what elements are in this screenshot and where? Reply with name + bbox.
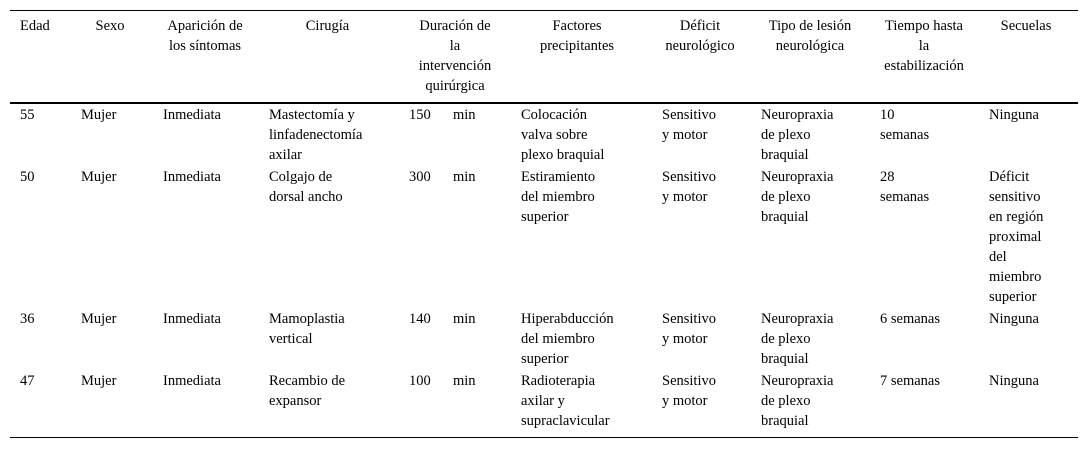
cell-line: miembro [989, 269, 1042, 285]
header-secuelas: Secuelas [1000, 18, 1052, 34]
cell-sexo: Mujer [81, 311, 117, 327]
cell-duracion-unidad: min [453, 311, 476, 327]
cell-line: Sensitivo [662, 107, 716, 123]
cell-tiempo [880, 309, 940, 329]
cell-line: braquial [761, 351, 809, 367]
cell-line: Mastectomía y [269, 107, 355, 123]
cell-line: Sensitivo [662, 169, 716, 185]
cell-cirugia [269, 105, 362, 165]
table-top-rule [10, 10, 1078, 11]
cell-line: superior [989, 289, 1037, 305]
header-line: Factores [552, 18, 602, 34]
cell-line: de plexo [761, 127, 811, 143]
header-cirugia: Cirugía [305, 18, 350, 34]
cell-line: semanas [880, 189, 930, 205]
header-edad: Edad [20, 18, 50, 34]
cell-line: dorsal ancho [269, 189, 343, 205]
header-line: neurológico [665, 38, 735, 54]
cell-line: Radioterapia [521, 373, 596, 389]
cell-aparicion: Inmediata [163, 169, 221, 185]
cell-line: Neuropraxia [761, 169, 834, 185]
cell-edad: 55 [20, 107, 35, 123]
cell-line: semanas [880, 127, 930, 143]
cell-line: plexo braquial [521, 147, 605, 163]
cell-edad: 36 [20, 311, 35, 327]
cell-deficit [662, 371, 716, 411]
cell-tiempo [880, 105, 929, 145]
cell-line: de plexo [761, 189, 811, 205]
cell-tipo [761, 105, 833, 165]
header-line: la [449, 38, 461, 54]
header-factores [512, 16, 642, 56]
header-line: Duración de [419, 18, 491, 34]
cell-line: Ninguna [989, 373, 1039, 389]
header-tipo [755, 16, 865, 56]
cell-duracion-unidad: min [453, 107, 476, 123]
cell-line: Estiramiento [521, 169, 596, 185]
cell-deficit [662, 167, 716, 207]
cell-duracion-valor: 300 [409, 169, 431, 185]
cell-deficit [662, 105, 716, 145]
header-line: estabilización [884, 58, 964, 74]
cell-aparicion: Inmediata [163, 311, 221, 327]
cell-sexo: Mujer [81, 107, 117, 123]
header-line: Aparición de [167, 18, 243, 34]
cell-line: Neuropraxia [761, 311, 834, 327]
cell-line: Sensitivo [662, 373, 716, 389]
cell-tipo [761, 167, 833, 227]
cell-line: 10 [880, 107, 895, 123]
cell-duracion-valor: 100 [409, 373, 431, 389]
cell-line: superior [521, 351, 569, 367]
header-line: intervención [418, 58, 492, 74]
cell-tiempo [880, 167, 929, 207]
cell-line: en región [989, 209, 1044, 225]
cell-line: braquial [761, 147, 809, 163]
cell-duracion-valor: 150 [409, 107, 431, 123]
header-line: precipitantes [539, 38, 615, 54]
header-line: los síntomas [168, 38, 242, 54]
header-line: Tiempo hasta [884, 18, 963, 34]
cell-secuelas [989, 309, 1039, 329]
cell-line: y motor [662, 331, 708, 347]
cell-sexo: Mujer [81, 373, 117, 389]
cell-secuelas [989, 167, 1043, 307]
cell-line: Recambio de [269, 373, 346, 389]
header-line: quirúrgica [425, 78, 485, 94]
header-line: Déficit [679, 18, 721, 34]
table-bottom-rule [10, 437, 1078, 438]
cell-duracion-unidad: min [453, 169, 476, 185]
cell-line: axilar [269, 147, 303, 163]
cell-line: de plexo [761, 331, 811, 347]
cell-cirugia [269, 309, 345, 349]
cell-edad: 50 [20, 169, 35, 185]
header-tiempo [872, 16, 976, 76]
cell-line: linfadenectomía [269, 127, 363, 143]
cell-line: braquial [761, 209, 809, 225]
header-aparicion [155, 16, 255, 56]
cell-tiempo [880, 371, 940, 391]
cell-line: 28 [880, 169, 895, 185]
cell-cirugia [269, 167, 343, 207]
cell-line: expansor [269, 393, 322, 409]
cell-line: Hiperabducción [521, 311, 614, 327]
cell-edad: 47 [20, 373, 35, 389]
cell-line: 6 semanas [880, 311, 940, 327]
cell-line: valva sobre [521, 127, 588, 143]
cell-cirugia [269, 371, 345, 411]
cell-line: de plexo [761, 393, 811, 409]
header-deficit [655, 16, 745, 56]
cell-tipo [761, 309, 833, 369]
cell-line: Ninguna [989, 107, 1039, 123]
cell-duracion-unidad: min [453, 373, 476, 389]
cell-secuelas [989, 105, 1039, 125]
cell-line: del [989, 249, 1007, 265]
cell-line: y motor [662, 393, 708, 409]
cell-line: Neuropraxia [761, 107, 834, 123]
header-duracion [405, 16, 505, 96]
cell-tipo [761, 371, 833, 431]
table-header-rule [10, 102, 1078, 104]
cell-line: proximal [989, 229, 1042, 245]
cell-line: Neuropraxia [761, 373, 834, 389]
header-line: Tipo de lesión [768, 18, 852, 34]
cell-line: Déficit [989, 169, 1030, 185]
cell-line: Mamoplastia [269, 311, 345, 327]
cell-line: sensitivo [989, 189, 1041, 205]
cell-line: del miembro [521, 189, 595, 205]
cell-aparicion: Inmediata [163, 373, 221, 389]
cell-deficit [662, 309, 716, 349]
cell-factores [521, 167, 595, 227]
cell-secuelas [989, 371, 1039, 391]
cell-line: Sensitivo [662, 311, 716, 327]
cell-line: Colocación [521, 107, 588, 123]
cell-line: 7 semanas [880, 373, 940, 389]
cell-line: superior [521, 209, 569, 225]
cell-line: axilar y [521, 393, 565, 409]
cell-aparicion: Inmediata [163, 107, 221, 123]
cell-factores [521, 371, 610, 431]
header-line: la [918, 38, 930, 54]
cell-duracion-valor: 140 [409, 311, 431, 327]
cell-line: Ninguna [989, 311, 1039, 327]
cell-line: braquial [761, 413, 809, 429]
cell-line: supraclavicular [521, 413, 610, 429]
header-line: neurológica [775, 38, 845, 54]
cell-factores [521, 105, 604, 165]
cell-sexo: Mujer [81, 169, 117, 185]
header-sexo: Sexo [95, 18, 125, 34]
cell-line: Colgajo de [269, 169, 333, 185]
cell-factores [521, 309, 614, 369]
cell-line: y motor [662, 127, 708, 143]
cell-line: vertical [269, 331, 313, 347]
cell-line: del miembro [521, 331, 595, 347]
cell-line: y motor [662, 189, 708, 205]
